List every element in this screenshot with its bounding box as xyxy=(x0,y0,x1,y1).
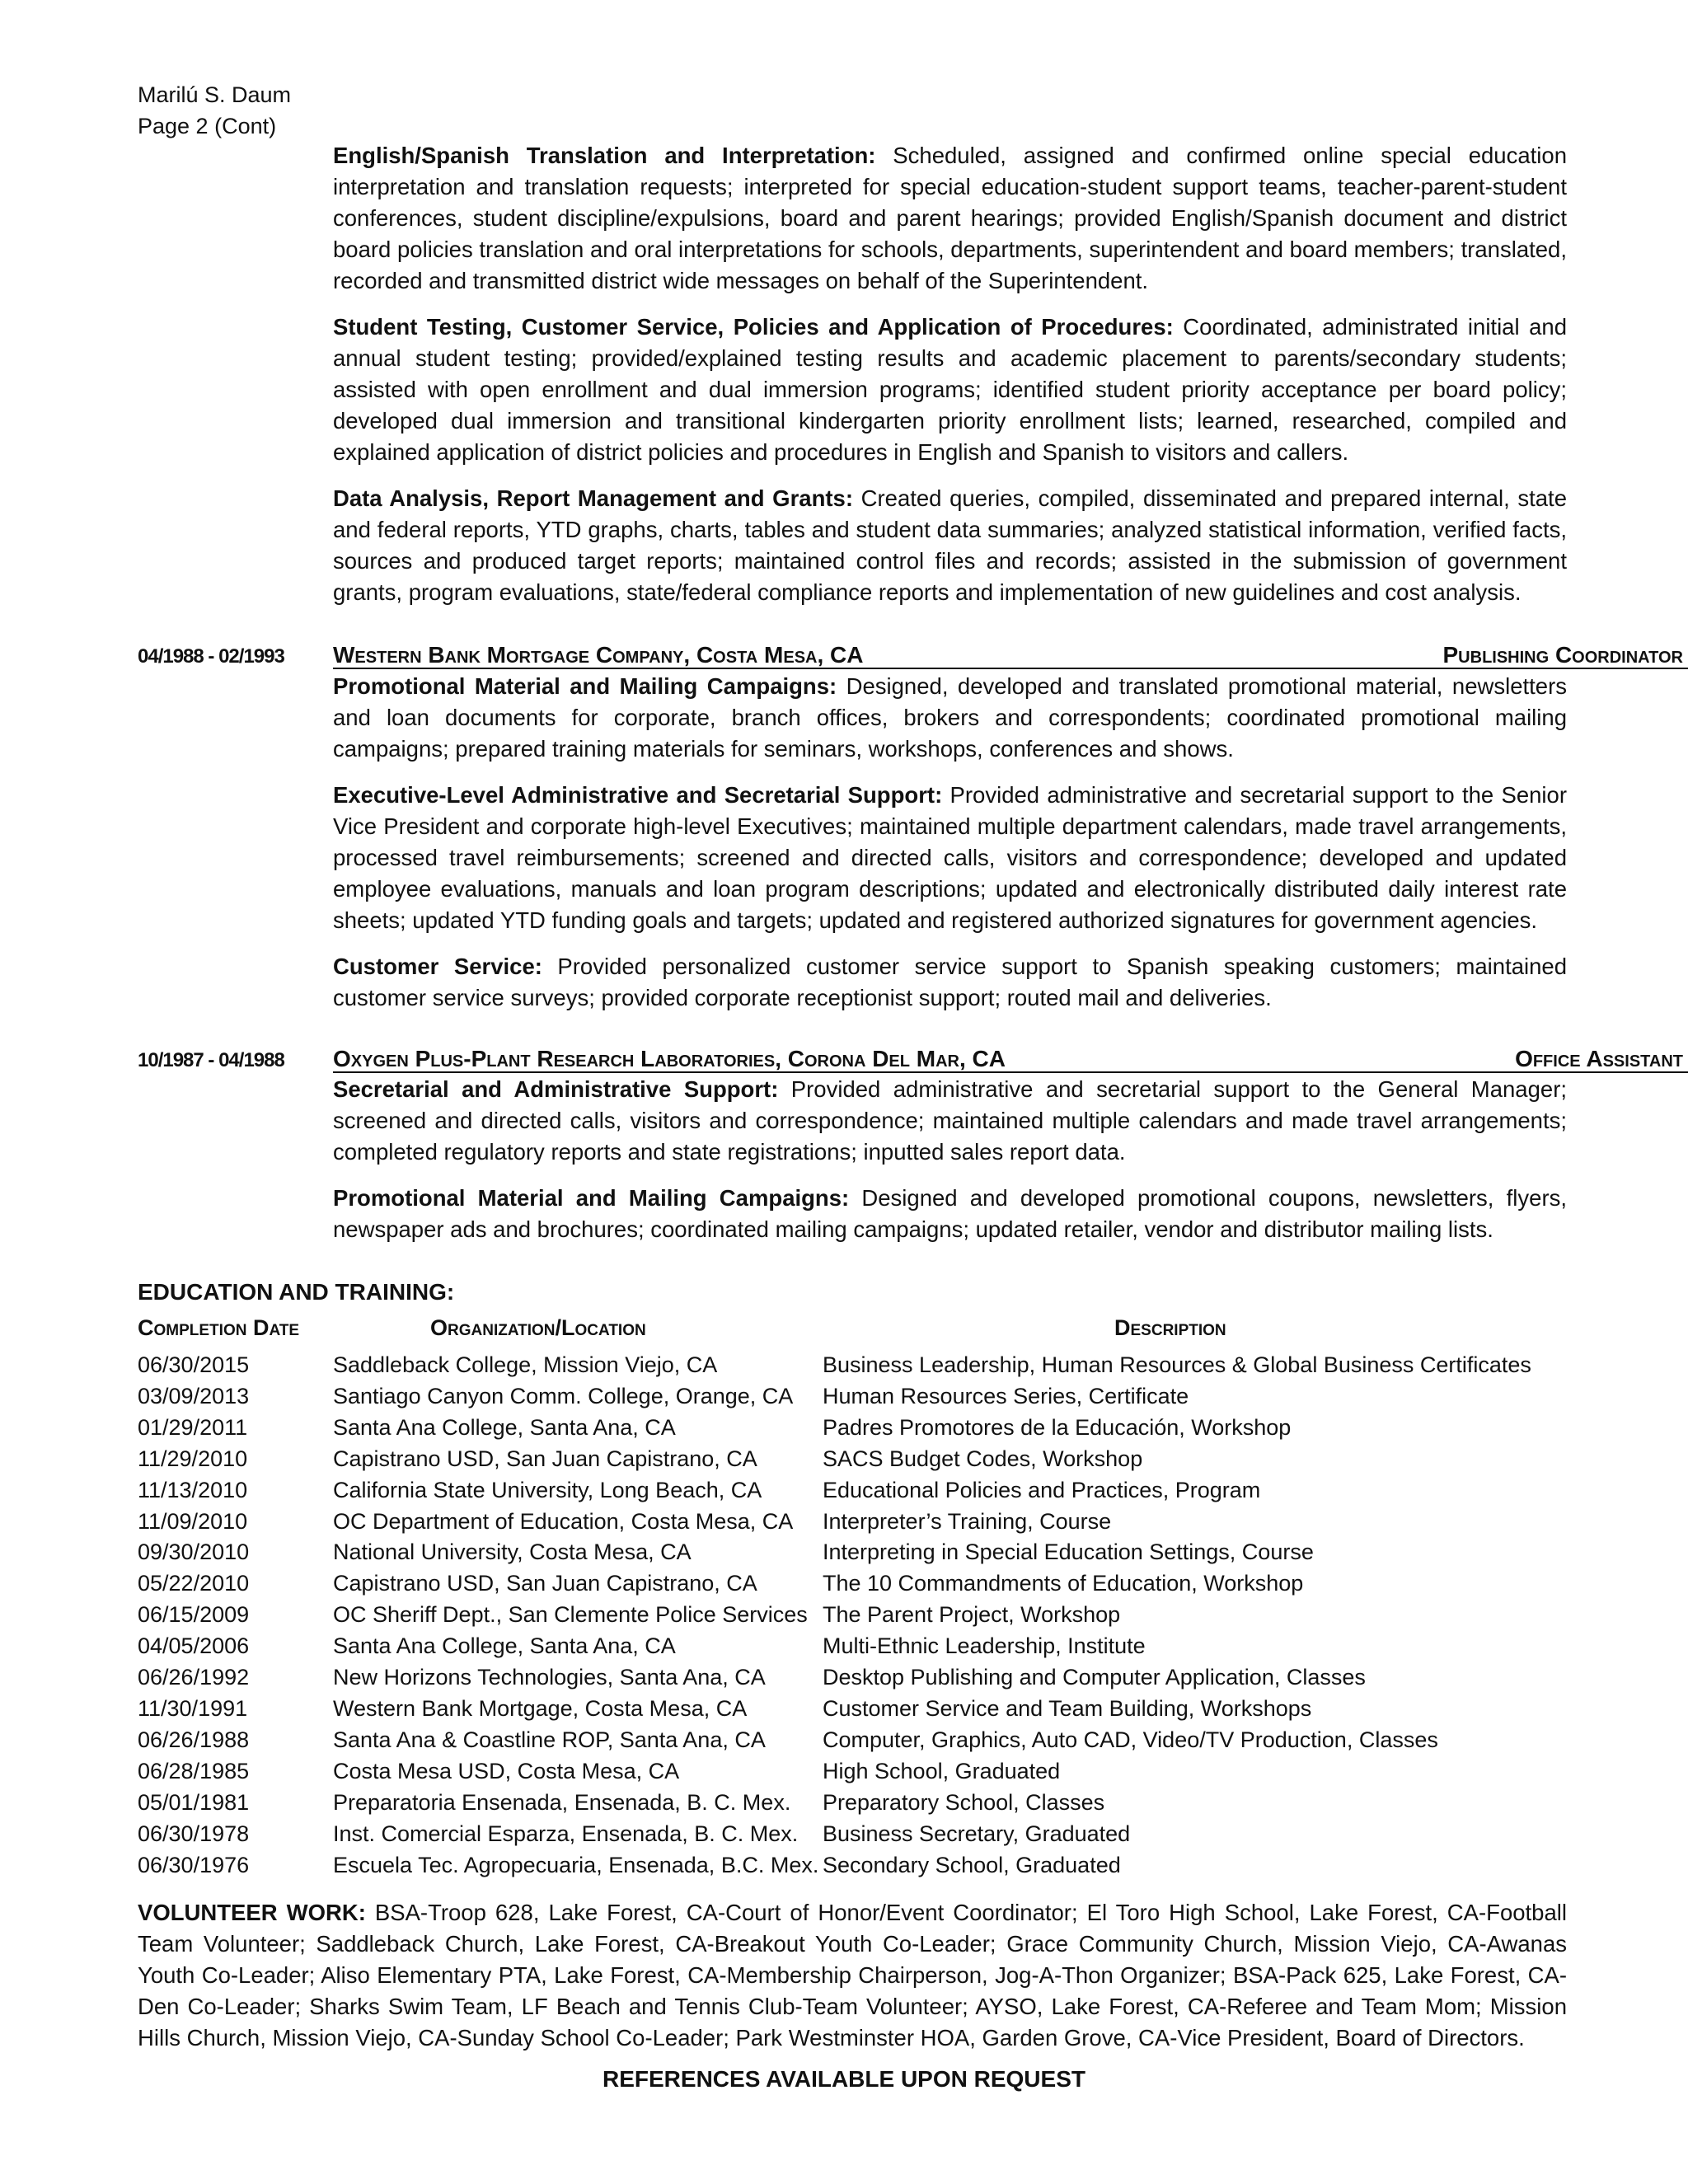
duty-title: Data Analysis, Report Management and Grants: xyxy=(333,485,853,511)
candidate-name: Marilú S. Daum xyxy=(138,82,292,107)
job-heading xyxy=(333,1045,1688,1073)
completion-date: 01/29/2011 xyxy=(138,1414,248,1440)
organization-location: OC Sheriff Dept., San Clemente Police Services xyxy=(333,1602,808,1628)
completion-date: 03/09/2013 xyxy=(138,1383,250,1408)
duty-title: Promotional Material and Mailing Campaigns: xyxy=(333,1185,850,1211)
organization-location: Saddleback College, Mission Viejo, CA xyxy=(333,1352,718,1377)
completion-date: 11/13/2010 xyxy=(138,1477,248,1502)
organization-location: Capistrano USD, San Juan Capistrano, CA xyxy=(333,1571,757,1596)
organization-location: Escuela Tec. Agropecuaria, Ensenada, B.C. Mex. xyxy=(333,1852,819,1877)
organization-location: National University, Costa Mesa, CA xyxy=(333,1540,692,1565)
organization-location: OC Department of Education, Costa Mesa, CA xyxy=(333,1508,794,1534)
education-row xyxy=(138,1662,1580,1694)
description: SACS Budget Codes, Workshop xyxy=(823,1446,1143,1471)
education-row xyxy=(138,1756,1580,1788)
completion-date: 09/30/2010 xyxy=(138,1540,250,1565)
job-duties xyxy=(333,1074,1567,1245)
education-row xyxy=(138,1444,1580,1475)
organization-location: Santa Ana College, Santa Ana, CA xyxy=(333,1414,676,1440)
description: Desktop Publishing and Computer Application, Classes xyxy=(823,1665,1366,1690)
education-row xyxy=(138,1788,1580,1819)
organization-location: Capistrano USD, San Juan Capistrano, CA xyxy=(333,1446,757,1471)
duty-text: Provided administrative and secretarial support to the General Manager; screened and directed calls, visitors and correspondence; maintained multiple calendars and made travel arrangements; completed regulatory reports and state registrations; inputted sales report data. xyxy=(333,1076,1567,1165)
completion-date: 06/26/1988 xyxy=(138,1727,250,1752)
description: The Parent Project, Workshop xyxy=(823,1602,1121,1628)
description: High School, Graduated xyxy=(823,1758,1061,1783)
duty-title: Secretarial and Administrative Support: xyxy=(333,1076,779,1102)
duty-title: Promotional Material and Mailing Campaigns: xyxy=(333,673,837,699)
organization-location: Santa Ana College, Santa Ana, CA xyxy=(333,1633,676,1659)
volunteer-section xyxy=(138,1897,1567,2054)
edu-header-date: Completion Date xyxy=(138,1315,300,1340)
education-row xyxy=(138,1631,1580,1662)
education-row xyxy=(138,1413,1580,1444)
organization-location: California State University, Long Beach, CA xyxy=(333,1477,762,1502)
description: Secondary School, Graduated xyxy=(823,1852,1121,1877)
education-row xyxy=(138,1537,1580,1568)
completion-date: 11/30/1991 xyxy=(138,1695,248,1721)
description: Padres Promotores de la Educación, Workshop xyxy=(823,1414,1292,1440)
duty-paragraph xyxy=(333,1074,1567,1168)
organization-location: Costa Mesa USD, Costa Mesa, CA xyxy=(333,1758,680,1783)
job-company: Western Bank Mortgage Company, Costa Mesa, CA xyxy=(333,642,864,668)
volunteer-title: VOLUNTEER WORK: xyxy=(138,1900,366,1925)
description: Multi-Ethnic Leadership, Institute xyxy=(823,1633,1146,1659)
education-row xyxy=(138,1381,1580,1413)
duty-paragraph xyxy=(333,780,1567,936)
organization-location: Western Bank Mortgage, Costa Mesa, CA xyxy=(333,1695,748,1721)
duty-paragraph xyxy=(333,1183,1567,1245)
description: Preparatory School, Classes xyxy=(823,1789,1105,1815)
description: Interpreting in Special Education Settings, Course xyxy=(823,1540,1314,1565)
duty-paragraph xyxy=(333,312,1567,468)
completion-date: 06/15/2009 xyxy=(138,1602,250,1628)
organization-location: Santa Ana & Coastline ROP, Santa Ana, CA xyxy=(333,1727,766,1752)
edu-header-organization: Organization/Location xyxy=(430,1315,646,1340)
organization-location: Santiago Canyon Comm. College, Orange, CA xyxy=(333,1383,794,1408)
duty-text: Created queries, compiled, disseminated and prepared internal, state and federal reports, YTD graphs, charts, tables and student data summaries; analyzed statistical information, verified facts, sources and produced target reports; maintained control files and records; assisted in the submission of government grants, program evaluations, state/federal compliance reports and implementation of new guidelines and cost analysis. xyxy=(333,485,1567,605)
education-row xyxy=(138,1850,1580,1882)
duty-text: Designed, developed and translated promotional material, newsletters and loan documents for corporate, branch offices, brokers and correspondents; coordinated promotional mailing campaigns; prepared training materials for seminars, workshops, conferences and shows. xyxy=(333,673,1567,762)
duty-paragraph xyxy=(333,671,1567,765)
job-dates: 10/1987 - 04/1988 xyxy=(138,1049,284,1071)
duty-paragraph xyxy=(333,951,1567,1014)
completion-date: 06/26/1992 xyxy=(138,1665,250,1690)
duty-title: Customer Service: xyxy=(333,954,542,979)
education-row xyxy=(138,1350,1580,1381)
job-duties xyxy=(333,671,1567,1014)
completion-date: 04/05/2006 xyxy=(138,1633,250,1659)
job-dates: 04/1988 - 02/1993 xyxy=(138,645,284,668)
completion-date: 06/30/2015 xyxy=(138,1352,250,1377)
duty-text: Coordinated, administrated initial and annual student testing; provided/explained testing results and academic placement to parents/secondary students; assisted with open enrollment and dual immersion programs; identified student priority acceptance per board policy; developed dual immersion and transitional kindergarten priority enrollment lists; learned, researched, compiled and explained application of district policies and procedures in English and Spanish to visitors and callers. xyxy=(333,314,1567,465)
description: Customer Service and Team Building, Workshops xyxy=(823,1695,1312,1721)
duty-text: Provided personalized customer service support to Spanish speaking customers; maintained customer service surveys; provided corporate receptionist support; routed mail and deliveries. xyxy=(333,954,1567,1010)
education-title: EDUCATION AND TRAINING: xyxy=(138,1279,455,1305)
volunteer-text: BSA-Troop 628, Lake Forest, CA-Court of Honor/Event Coordinator; El Toro High School, Lake Forest, CA-Football Team Volunteer; Saddleback Church, Lake Forest, CA-Breakout Youth Co-Leader; Grace Community Church, Mission Viejo, CA-Awanas Youth Co-Leader; Aliso Elementary PTA, Lake Forest, CA-Membership Chairperson, Jog-A-Thon Organizer; BSA-Pack 625, Lake Forest, CA-Den Co-Leader; Sharks Swim Team, LF Beach and Tennis Club-Team Volunteer; AYSO, Lake Forest, CA-Referee and Team Mom; Mission Hills Church, Mission Viejo, CA-Sunday School Co-Leader; Park Westminster HOA, Garden Grove, CA-Vice President, Board of Directors. xyxy=(138,1900,1567,2050)
prior-role-section xyxy=(333,140,1567,608)
education-table xyxy=(138,1350,1580,1881)
education-row xyxy=(138,1600,1580,1631)
job-company: Oxygen Plus-Plant Research Laboratories, Corona Del Mar, CA xyxy=(333,1046,1006,1071)
description: Business Secretary, Graduated xyxy=(823,1821,1131,1846)
completion-date: 05/01/1981 xyxy=(138,1789,250,1815)
completion-date: 11/09/2010 xyxy=(138,1508,248,1534)
description: The 10 Commandments of Education, Workshop xyxy=(823,1571,1304,1596)
duty-text: Provided administrative and secretarial support to the Senior Vice President and corporate high-level Executives; maintained multiple department calendars, made travel arrangements, processed travel reimbursements; screened and directed calls, visitors and correspondence; developed and updated employee evaluations, manuals and loan program descriptions; updated and electronically distributed daily interest rate sheets; updated YTD funding goals and targets; updated and registered authorized signatures for government agencies. xyxy=(333,782,1567,933)
completion-date: 05/22/2010 xyxy=(138,1571,250,1596)
education-row xyxy=(138,1568,1580,1600)
education-row xyxy=(138,1694,1580,1725)
organization-location: New Horizons Technologies, Santa Ana, CA xyxy=(333,1665,766,1690)
education-row xyxy=(138,1725,1580,1756)
duty-title: Student Testing, Customer Service, Policies and Application of Procedures: xyxy=(333,314,1174,340)
job-heading xyxy=(333,641,1688,669)
job-title: Publishing Coordinator xyxy=(1442,642,1683,668)
edu-header-description: Description xyxy=(1114,1315,1226,1340)
education-row xyxy=(138,1507,1580,1538)
page-header xyxy=(138,79,291,142)
duty-text: Designed and developed promotional coupons, newsletters, flyers, newspaper ads and brochures; coordinated mailing campaigns; updated retailer, vendor and distributor mailing lists. xyxy=(333,1185,1567,1242)
completion-date: 06/30/1976 xyxy=(138,1852,250,1877)
duty-paragraph xyxy=(333,483,1567,608)
education-row xyxy=(138,1475,1580,1507)
completion-date: 11/29/2010 xyxy=(138,1446,248,1471)
description: Educational Policies and Practices, Program xyxy=(823,1477,1261,1502)
completion-date: 06/30/1978 xyxy=(138,1821,250,1846)
completion-date: 06/28/1985 xyxy=(138,1758,250,1783)
duty-title: English/Spanish Translation and Interpretation: xyxy=(333,143,876,168)
duty-title: Executive-Level Administrative and Secretarial Support: xyxy=(333,782,943,808)
duty-text: Scheduled, assigned and confirmed online special education interpretation and translation requests; interpreted for special education-student support teams, teacher-parent-student conferences, student discipline/expulsions, board and parent hearings; provided English/Spanish document and district board policies translation and oral interpretations for schools, departments, superintendent and board members; translated, recorded and transmitted district wide messages on behalf of the Superintendent. xyxy=(333,143,1567,293)
description: Interpreter’s Training, Course xyxy=(823,1508,1112,1534)
description: Human Resources Series, Certificate xyxy=(823,1383,1189,1408)
references-note: REFERENCES AVAILABLE UPON REQUEST xyxy=(603,2066,1085,2092)
organization-location: Preparatoria Ensenada, Ensenada, B. C. Mex. xyxy=(333,1789,791,1815)
page-number: Page 2 (Cont) xyxy=(138,114,277,138)
description: Computer, Graphics, Auto CAD, Video/TV Production, Classes xyxy=(823,1727,1438,1752)
duty-paragraph xyxy=(333,140,1567,297)
description: Business Leadership, Human Resources & Global Business Certificates xyxy=(823,1352,1531,1377)
job-title: Office Assistant xyxy=(1515,1046,1683,1071)
organization-location: Inst. Comercial Esparza, Ensenada, B. C. Mex. xyxy=(333,1821,799,1846)
education-row xyxy=(138,1819,1580,1850)
